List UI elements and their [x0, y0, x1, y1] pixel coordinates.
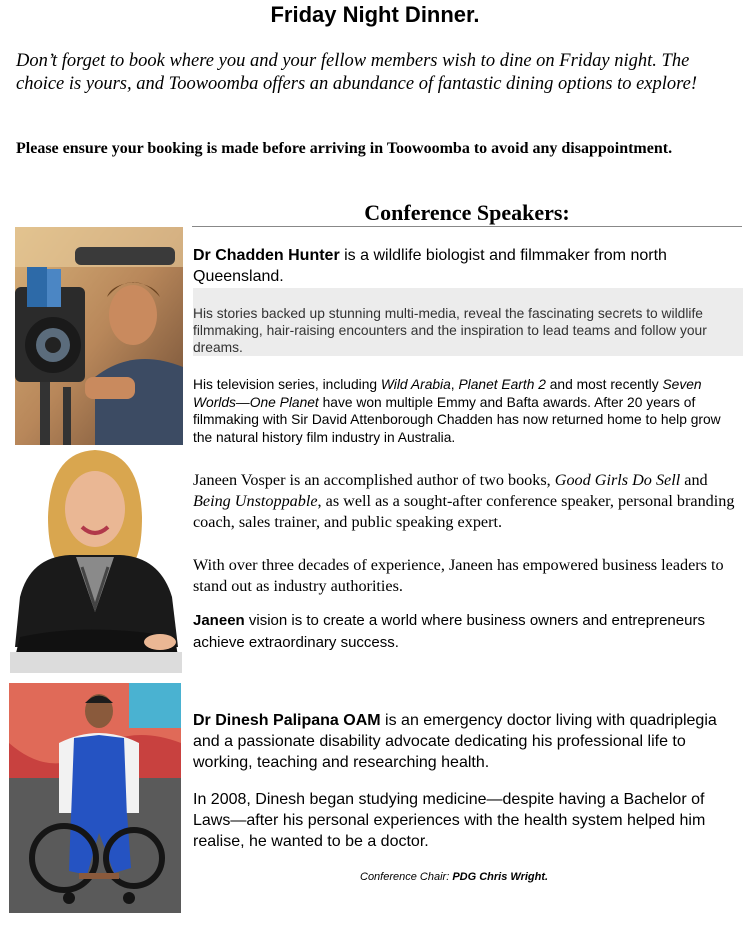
dinesh-bio [193, 710, 738, 852]
chadden-highlight-text: His stories backed up stunning multi-media, reveal the fascinating secrets to wildlife filmmaking, hair-raising encounters and the inspiration to lead teams and follow your dreams. [193, 306, 707, 355]
dinesh-p1-text: is an emergency doctor living with quadriplegia and a passionate disability advocate dedicating his professional life to working, teaching and researching health. [193, 712, 717, 771]
booking-notice: Please ensure your booking is made before arriving in Toowoomba to avoid any disappointment. [16, 140, 673, 157]
chadden-hunter-photo [15, 227, 183, 445]
dinesh-name: Dr Dinesh Palipana OAM [193, 712, 381, 729]
janeen-vosper-photo [10, 447, 182, 673]
page-title: Friday Night Dinner. [270, 2, 480, 27]
chadden-career-b: and most recently [545, 377, 663, 392]
chadden-intro [193, 245, 743, 287]
chair-name: PDG Chris Wright. [452, 871, 549, 883]
janeen-p3 [193, 610, 713, 654]
chadden-show-wild-arabia: Wild Arabia [380, 377, 451, 392]
heading-rule [192, 226, 742, 227]
janeen-p1-b: and [680, 471, 708, 489]
dinesh-palipana-photo [9, 683, 181, 913]
janeen-p1-a: is an accomplished author of two books, [285, 471, 555, 489]
chadden-highlight [193, 288, 743, 356]
chadden-name: Dr Chadden Hunter [193, 247, 340, 264]
chadden-career-c: have won multiple Emmy and Bafta awards. After 20 years of filmmaking with Sir David Attenborough Chadden has now returned home to help grow the natural history film industry in Australia. [193, 394, 721, 445]
chadden-bio [193, 245, 743, 287]
chadden-show-seven-worlds: Seven Worlds—One Planet [193, 377, 702, 410]
speakers-heading: Conference Speakers: [364, 200, 570, 225]
dinesh-p2: In 2008, Dinesh began studying medicine—despite having a Bachelor of Laws—after his personal experiences with the health system helped him realise, he wanted to be a doctor. [193, 791, 706, 850]
janeen-bio [193, 470, 748, 597]
janeen-book-good-girls: Good Girls Do Sell [554, 471, 681, 489]
chadden-career-a: His television series, including [193, 377, 381, 392]
chadden-career-sep: , [450, 377, 459, 392]
janeen-book-being-unstoppable: Being Unstoppable [193, 492, 318, 510]
janeen-p1-c: , as well as a sought-after conference speaker, personal branding coach, sales trainer, and public speaking expert. [193, 492, 735, 531]
chair-label: Conference Chair: [360, 871, 453, 883]
janeen-p3-text: vision is to create a world where business owners and entrepreneurs achieve extraordinary success. [193, 612, 705, 651]
intro-text: Don’t forget to book where you and your fellow members wish to dine on Friday night. The choice is yours, and Toowoomba offers an abundance of fantastic dining options to explore! [16, 51, 698, 94]
janeen-p2: With over three decades of experience, Janeen has empowered business leaders to stand out as industry authorities. [193, 556, 724, 595]
janeen-p1 [193, 470, 748, 533]
chadden-career [193, 376, 743, 446]
chadden-intro-text: is a wildlife biologist and filmmaker from north Queensland. [193, 247, 667, 285]
janeen-name: Janeen Vosper [193, 471, 286, 489]
chadden-show-planet-earth: Planet Earth 2 [458, 377, 546, 392]
conference-chair [360, 871, 548, 883]
dinesh-p1 [193, 710, 738, 773]
janeen-p3-name: Janeen [193, 612, 245, 629]
